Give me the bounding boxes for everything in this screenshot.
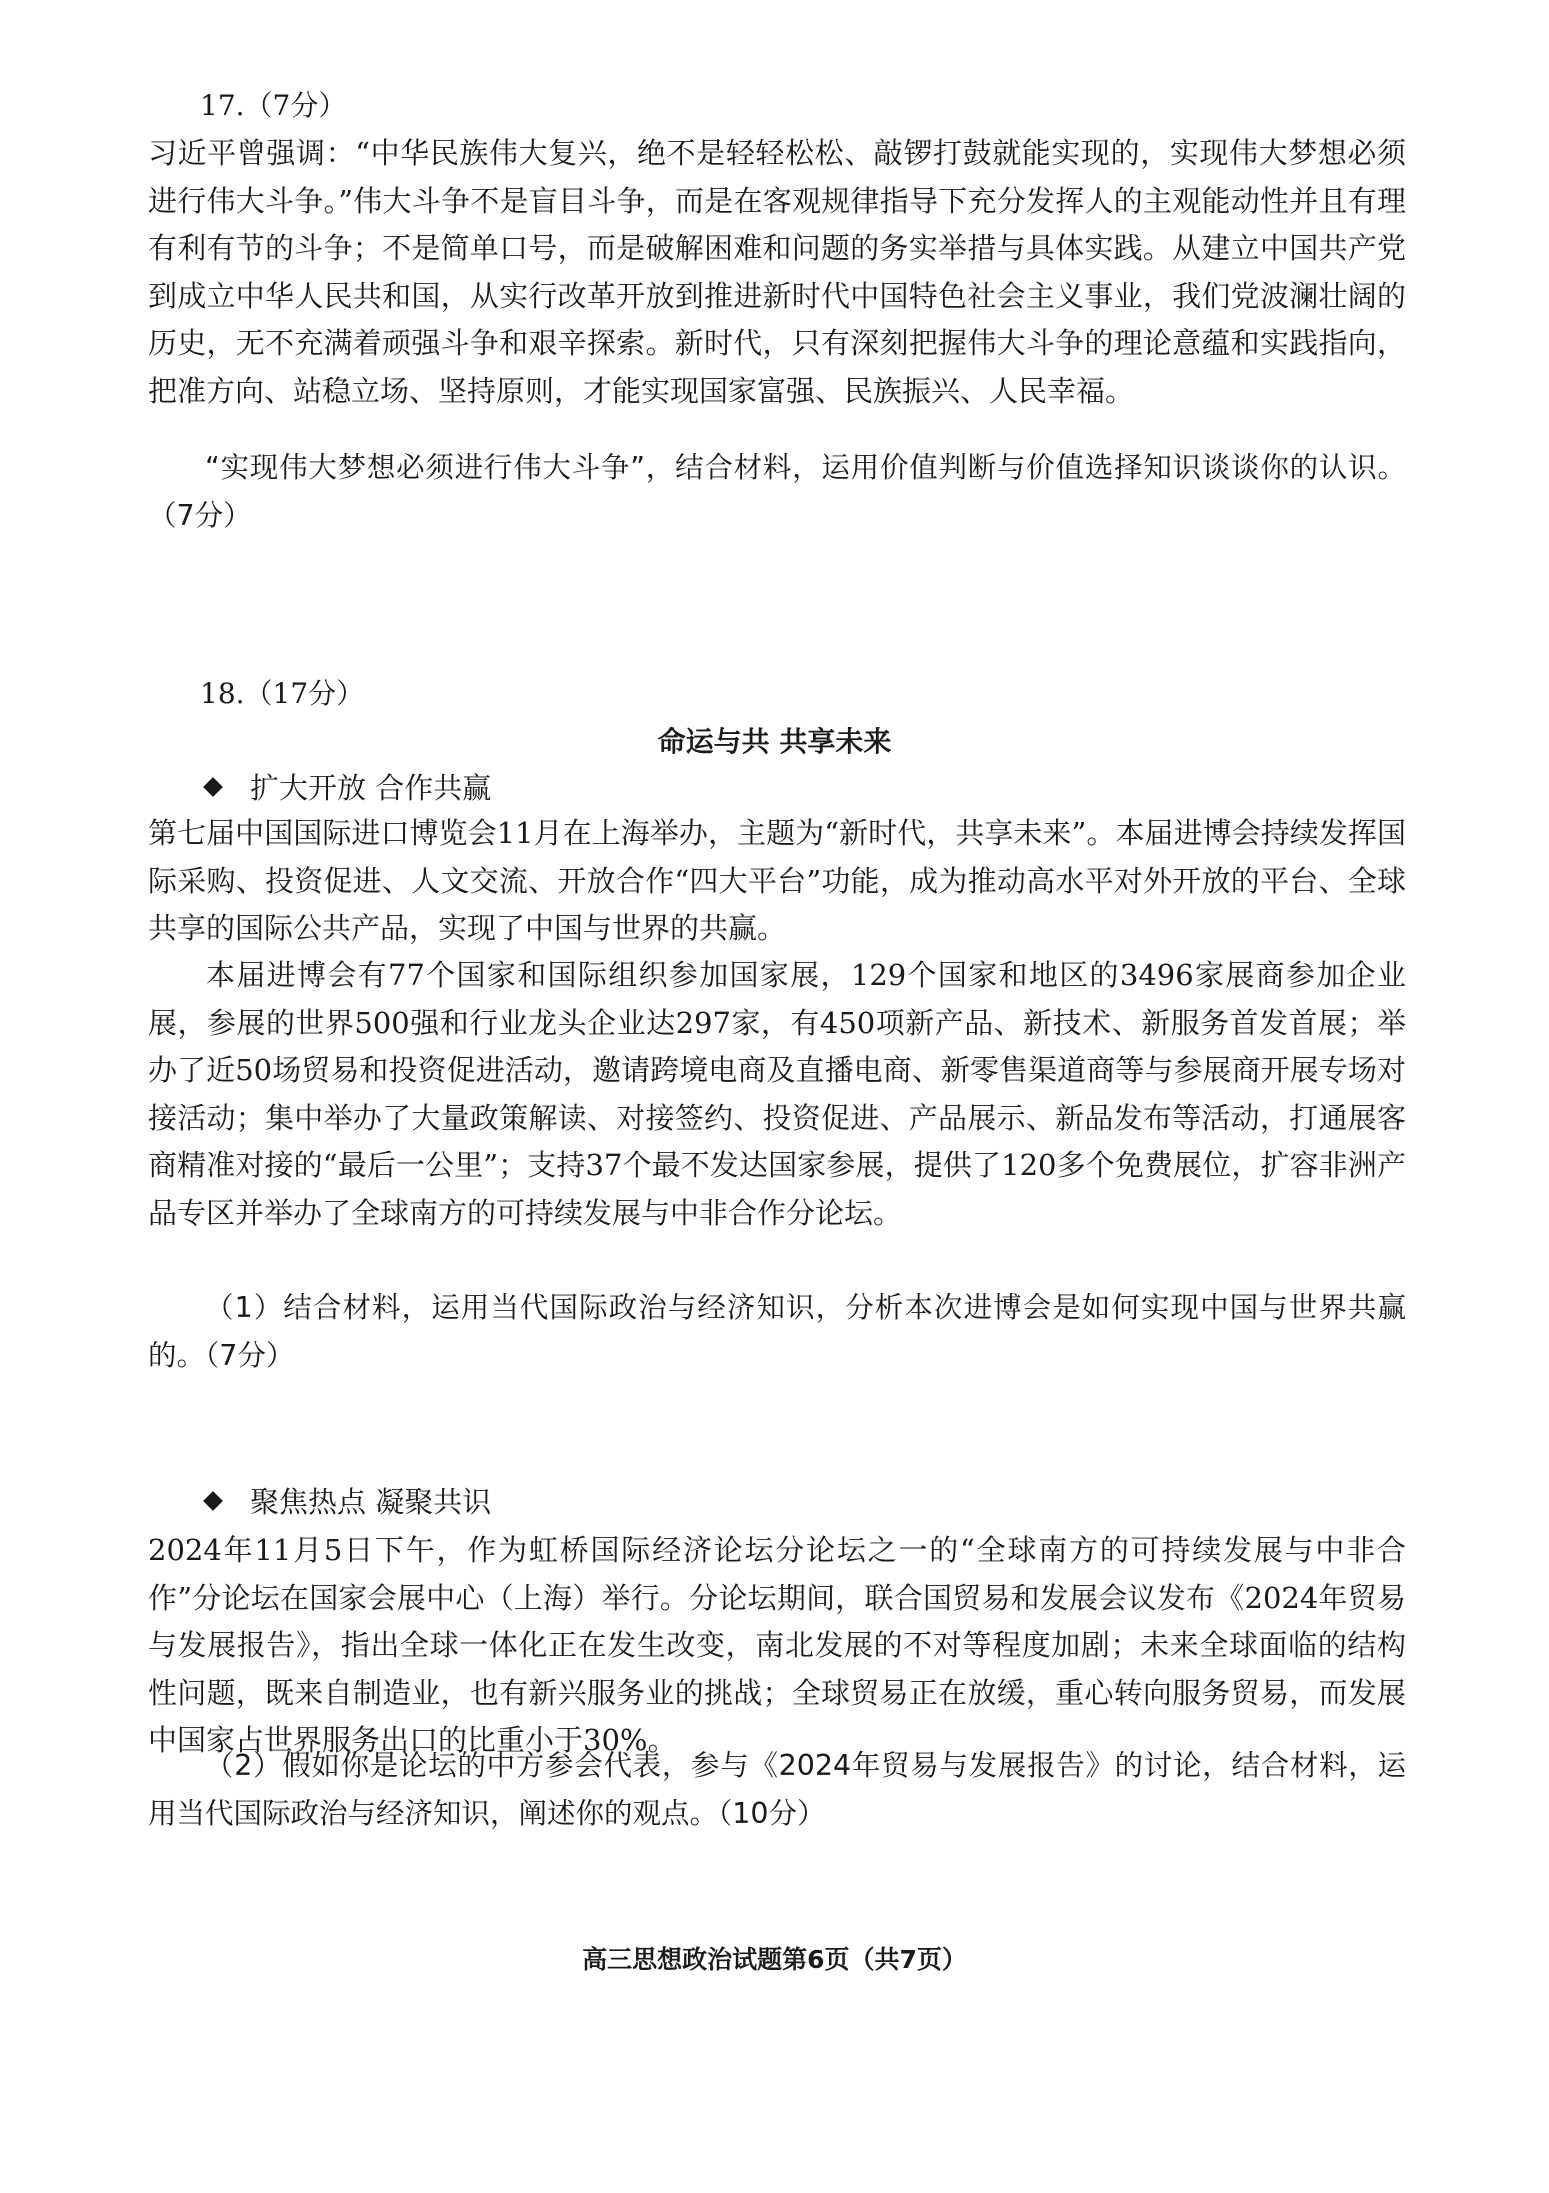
section-1-paragraph-1: 第七届中国国际进口博览会11月在上海举办，主题为“新时代，共享未来”。本届进博会持续发挥国际采购、投资促进、人文交流、开放合作“四大平台”功能，成为推动高水平对外开放的平台、全球共享的国际公共产品，实现了中国与世界的共赢。 — [148, 816, 1406, 945]
section-1-heading — [206, 766, 491, 807]
section-1-heading-text: 扩大开放 合作共赢 — [250, 771, 492, 805]
question-17-number: 17.（7分） — [200, 89, 347, 122]
question-18-title: 命运与共 共享未来 — [657, 725, 892, 758]
diamond-bullet-icon — [203, 777, 223, 797]
question-18-2-prompt: （2）假如你是论坛的中方参会代表，参与《2024年贸易与发展报告》的讨论，结合材料，运用当代国际政治与经济知识，阐述你的观点。（10分） — [148, 1749, 1406, 1830]
diamond-bullet-icon — [203, 1491, 223, 1511]
question-17-prompt: “实现伟大梦想必须进行伟大斗争”，结合材料，运用价值判断与价值选择知识谈谈你的认识。（7分） — [148, 451, 1406, 532]
question-18-1-prompt: （1）结合材料，运用当代国际政治与经济知识，分析本次进博会是如何实现中国与世界共赢的。（7分） — [148, 1291, 1406, 1372]
question-18-number: 18.（17分） — [200, 677, 365, 710]
page-footer: 高三思想政治试题第6页（共7页） — [582, 1945, 967, 1974]
question-17-material: 习近平曾强调：“中华民族伟大复兴，绝不是轻轻松松、敲锣打鼓就能实现的，实现伟大梦想必须进行伟大斗争。”伟大斗争不是盲目斗争，而是在客观规律指导下充分发挥人的主观能动性并且有理有利有节的斗争；不是简单口号，而是破解困难和问题的务实举措与具体实践。从建立中国共产党到成立中华人民共和国，从实行改革开放到推进新时代中国特色社会主义事业，我们党波澜壮阔的历史，无不充满着顽强斗争和艰辛探索。新时代，只有深刻把握伟大斗争的理论意蕴和实践指向，把准方向、站稳立场、坚持原则，才能实现国家富强、民族振兴、人民幸福。 — [148, 136, 1406, 408]
section-2-heading-text: 聚焦热点 凝聚共识 — [250, 1485, 492, 1519]
section-2-heading — [206, 1480, 491, 1521]
section-1-paragraph-2: 本届进博会有77个国家和国际组织参加国家展，129个国家和地区的3496家展商参加企业展，参展的世界500强和行业龙头企业达297家，有450项新产品、新技术、新服务首发首展；举办了近50场贸易和投资促进活动，邀请跨境电商及直播电商、新零售渠道商等与参展商开展专场对接活动；集中举办了大量政策解读、对接签约、投资促进、产品展示、新品发布等活动，打通展客商精准对接的“最后一公里”；支持37个最不发达国家参展，提供了120多个免费展位，扩容非洲产品专区并举办了全球南方的可持续发展与中非合作分论坛。 — [148, 958, 1406, 1230]
section-2-paragraph-1: 2024年11月5日下午，作为虹桥国际经济论坛分论坛之一的“全球南方的可持续发展与中非合作”分论坛在国家会展中心（上海）举行。分论坛期间，联合国贸易和发展会议发布《2024年贸易与发展报告》，指出全球一体化正在发生改变，南北发展的不对等程度加剧；未来全球面临的结构性问题，既来自制造业，也有新兴服务业的挑战；全球贸易正在放缓，重心转向服务贸易，而发展中国家占世界服务出口的比重小于30%。 — [148, 1533, 1406, 1757]
